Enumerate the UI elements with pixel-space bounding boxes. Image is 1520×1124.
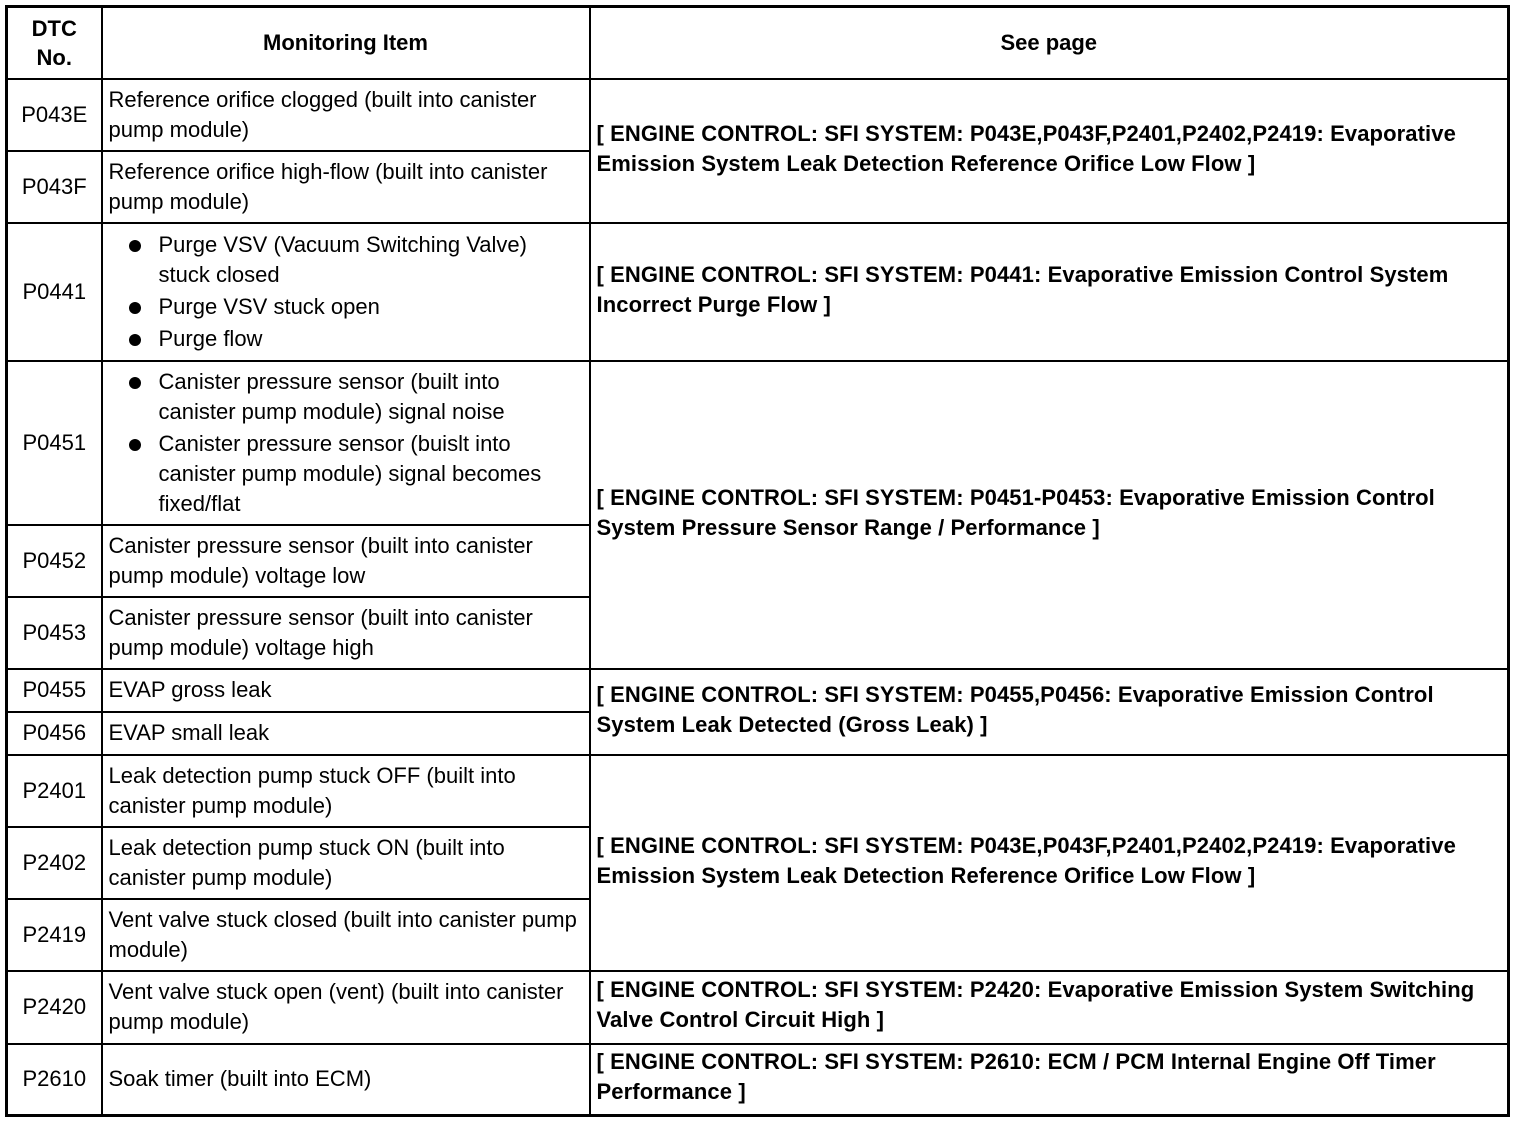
dtc-code: P2401 (7, 755, 102, 827)
dtc-code: P0453 (7, 597, 102, 669)
monitoring-item: Canister pressure sensor (built into canister pump module) voltage high (102, 597, 590, 669)
bullet-item: Purge VSV stuck open (129, 292, 583, 322)
monitoring-item: Reference orifice high-flow (built into canister pump module) (102, 151, 590, 223)
bullet-item: Canister pressure sensor (buislt into canister pump module) signal becomes fixed/flat (129, 429, 583, 519)
header-see-page: See page (590, 7, 1509, 79)
monitoring-item: Canister pressure sensor (built into canister pump module) voltage low (102, 525, 590, 597)
monitoring-item-list (109, 230, 583, 354)
monitoring-item: Leak detection pump stuck OFF (built into canister pump module) (102, 755, 590, 827)
see-page-reference: [ ENGINE CONTROL: SFI SYSTEM: P2420: Evaporative Emission System Switching Valve Control Circuit High ] (590, 971, 1509, 1044)
monitoring-item: EVAP gross leak (102, 669, 590, 712)
monitoring-item: Vent valve stuck open (vent) (built into canister pump module) (102, 971, 590, 1044)
see-page-reference: [ ENGINE CONTROL: SFI SYSTEM: P0451-P0453: Evaporative Emission Control System Pressure Sensor Range / Performance ] (590, 361, 1509, 669)
monitoring-item: Soak timer (built into ECM) (102, 1044, 590, 1116)
monitoring-item: Leak detection pump stuck ON (built into canister pump module) (102, 827, 590, 899)
see-page-reference: [ ENGINE CONTROL: SFI SYSTEM: P043E,P043F,P2401,P2402,P2419: Evaporative Emission System Leak Detection Reference Orifice Low Flow ] (590, 79, 1509, 223)
table-row (7, 755, 1509, 827)
table-row (7, 971, 1509, 1044)
dtc-code: P2610 (7, 1044, 102, 1116)
see-page-reference: [ ENGINE CONTROL: SFI SYSTEM: P2610: ECM / PCM Internal Engine Off Timer Performance ] (590, 1044, 1509, 1116)
table-row (7, 223, 1509, 361)
dtc-code: P043E (7, 79, 102, 151)
monitoring-item (102, 223, 590, 361)
monitoring-item: Vent valve stuck closed (built into canister pump module) (102, 899, 590, 971)
monitoring-item: Reference orifice clogged (built into canister pump module) (102, 79, 590, 151)
table-row (7, 361, 1509, 525)
dtc-code: P0455 (7, 669, 102, 712)
dtc-code: P0451 (7, 361, 102, 525)
dtc-code: P043F (7, 151, 102, 223)
table-row (7, 1044, 1509, 1116)
dtc-table (5, 5, 1510, 1117)
monitoring-item: EVAP small leak (102, 712, 590, 755)
header-row (7, 7, 1509, 79)
dtc-code: P2419 (7, 899, 102, 971)
see-page-reference: [ ENGINE CONTROL: SFI SYSTEM: P043E,P043F,P2401,P2402,P2419: Evaporative Emission System Leak Detection Reference Orifice Low Flow ] (590, 755, 1509, 971)
dtc-code: P2420 (7, 971, 102, 1044)
bullet-item: Purge VSV (Vacuum Switching Valve) stuck closed (129, 230, 583, 290)
header-dtc-no: DTC No. (7, 7, 102, 79)
dtc-code: P0452 (7, 525, 102, 597)
dtc-code: P2402 (7, 827, 102, 899)
see-page-reference: [ ENGINE CONTROL: SFI SYSTEM: P0441: Evaporative Emission Control System Incorrect Purge Flow ] (590, 223, 1509, 361)
see-page-reference: [ ENGINE CONTROL: SFI SYSTEM: P0455,P0456: Evaporative Emission Control System Leak Detected (Gross Leak) ] (590, 669, 1509, 755)
bullet-item: Purge flow (129, 324, 583, 354)
monitoring-item (102, 361, 590, 525)
header-monitoring-item: Monitoring Item (102, 7, 590, 79)
bullet-item: Canister pressure sensor (built into canister pump module) signal noise (129, 367, 583, 427)
dtc-code: P0441 (7, 223, 102, 361)
monitoring-item-list (109, 367, 583, 519)
dtc-code: P0456 (7, 712, 102, 755)
table-row (7, 669, 1509, 712)
table-row (7, 79, 1509, 151)
